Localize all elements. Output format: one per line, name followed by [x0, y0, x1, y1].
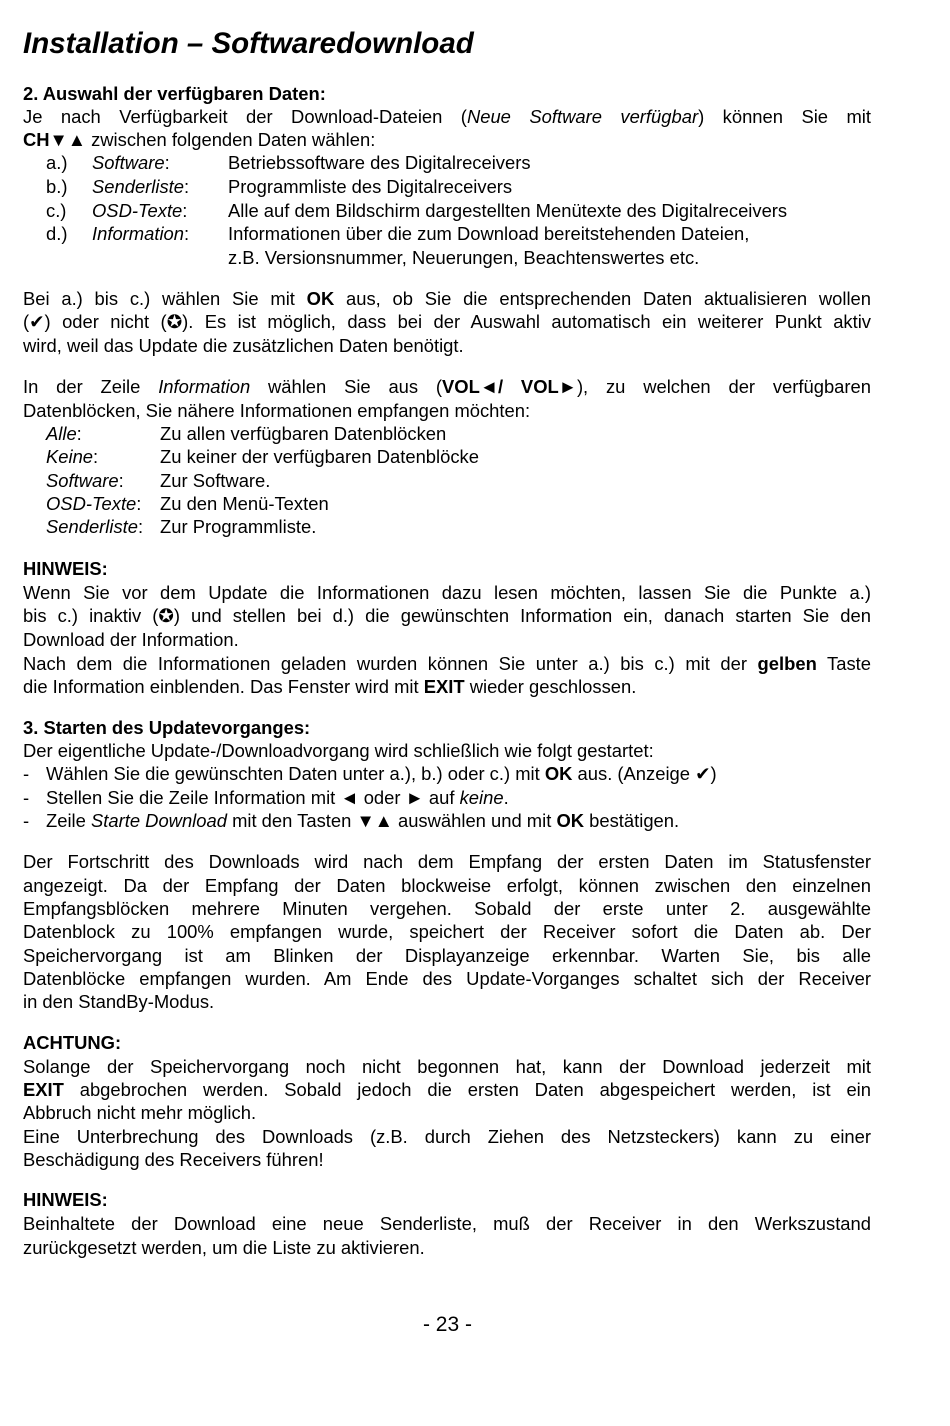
- info-option-term: Alle:: [46, 423, 82, 444]
- list-item-letter: c.): [46, 200, 67, 221]
- star-icon: ✪: [158, 605, 174, 626]
- list-item-desc: Betriebssoftware des Digitalreceivers: [228, 152, 531, 173]
- section-3-heading: 3. Starten des Updatevorganges:: [23, 717, 311, 738]
- achtung-line-5: Beschädigung des Receivers führen!: [23, 1149, 324, 1170]
- achtung-heading: ACHTUNG:: [23, 1032, 122, 1053]
- page-number: - 23 -: [422, 1313, 472, 1336]
- achtung-line-3: Abbruch nicht mehr möglich.: [23, 1102, 257, 1123]
- paragraph-selection-line-2: (✔) oder nicht (✪). Es ist möglich, dass bei der Auswahl automatisch ein weiterer Punkt aktiv: [23, 311, 872, 332]
- paragraph-information-line-2: Datenblöcken, Sie nähere Informationen empfangen möchten:: [23, 400, 531, 421]
- info-option-term: Software:: [46, 470, 124, 491]
- section-3-intro: Der eigentliche Update-/Downloadvorgang wird schließlich wie folgt gestartet:: [23, 740, 654, 761]
- list-item-term: Software:: [92, 152, 170, 173]
- hinweis-line-4: Nach dem die Informationen geladen wurden können Sie unter a.) bis c.) mit der gelben Taste: [23, 653, 872, 674]
- info-option-desc: Zu allen verfügbaren Datenblöcken: [160, 423, 447, 444]
- info-option-desc: Zu keiner der verfügbaren Datenblöcke: [160, 446, 479, 467]
- section-2-heading: 2. Auswahl der verfügbaren Daten:: [23, 83, 326, 104]
- list-item-desc: Programmliste des Digitalreceivers: [228, 176, 513, 197]
- hinweis-line-2: bis c.) inaktiv (✪) und stellen bei d.) die gewünschten Information ein, danach starten Sie den: [23, 605, 871, 626]
- info-option-term: Keine:: [46, 446, 99, 467]
- progress-paragraph-line: Empfangsblöcken mehrere Minuten vergehen. Sobald der erste unter 2. ausgewählte: [23, 898, 871, 919]
- list-item-term: Senderliste:: [92, 176, 190, 197]
- star-icon: ✪: [166, 311, 183, 332]
- list-item-desc: Informationen über die zum Download bereitstehenden Dateien,: [228, 223, 750, 244]
- hinweis-heading: HINWEIS:: [23, 558, 108, 579]
- step-2: Stellen Sie die Zeile Information mit ◄ oder ► auf keine.: [46, 787, 509, 808]
- info-option-desc: Zur Programmliste.: [160, 516, 317, 537]
- paragraph-selection-line-3: wird, weil das Update die zusätzlichen Daten benötigt.: [23, 335, 464, 356]
- hinweis-line-3: Download der Information.: [23, 629, 239, 650]
- list-item-letter: a.): [46, 152, 68, 173]
- achtung-line-4: Eine Unterbrechung des Downloads (z.B. durch Ziehen des Netzsteckers) kann zu einer: [23, 1126, 871, 1147]
- list-item-desc-continuation: z.B. Versionsnummer, Neuerungen, Beachtenswertes etc.: [228, 247, 700, 268]
- achtung-line-1: Solange der Speichervorgang noch nicht begonnen hat, kann der Download jederzeit mit: [23, 1056, 871, 1077]
- achtung-line-2: EXIT abgebrochen werden. Sobald jedoch die ersten Daten abgespeichert werden, ist ein: [23, 1079, 871, 1100]
- bullet-dash: -: [23, 763, 30, 784]
- progress-paragraph-line: Der Fortschritt des Downloads wird nach dem Empfang der ersten Daten im Statusfenster: [23, 851, 871, 872]
- bullet-dash: -: [23, 810, 30, 831]
- progress-paragraph-line: Speichervorgang ist am Blinken der Displayanzeige erkennbar. Warten Sie, bis alle: [23, 945, 871, 966]
- paragraph-selection-line-1: Bei a.) bis c.) wählen Sie mit OK aus, ob Sie die entsprechenden Daten aktualisieren wollen: [23, 288, 871, 309]
- list-item-term: OSD-Texte:: [92, 200, 188, 221]
- progress-paragraph-line: Datenblöcke empfangen wurden. Am Ende des Update-Vorganges schaltet sich der Receiver: [23, 968, 871, 989]
- check-icon: ✔: [29, 311, 45, 332]
- hinweis-line-1: Wenn Sie vor dem Update die Informationen dazu lesen möchten, lassen Sie die Punkte a.): [23, 582, 871, 603]
- progress-paragraph-line: in den StandBy-Modus.: [23, 991, 215, 1012]
- hinweis-line-5: die Information einblenden. Das Fenster wird mit EXIT wieder geschlossen.: [23, 676, 637, 697]
- info-option-term: OSD-Texte:: [46, 493, 142, 514]
- hinweis-2-line-1: Beinhaltete der Download eine neue Senderliste, muß der Receiver in den Werkszustand: [23, 1213, 871, 1234]
- step-3: Zeile Starte Download mit den Tasten ▼▲ auswählen und mit OK bestätigen.: [46, 810, 680, 831]
- hinweis-heading: HINWEIS:: [23, 1189, 108, 1210]
- progress-paragraph-line: Datenblock zu 100% empfangen wurde, speichert der Receiver sofort die Daten ab. Der: [23, 921, 871, 942]
- list-item-term: Information:: [92, 223, 190, 244]
- paragraph-information-line-1: In der Zeile Information wählen Sie aus (VOL◄/ VOL►), zu welchen der verfügbaren: [23, 376, 871, 397]
- section-2-intro-line-1: Je nach Verfügbarkeit der Download-Dateien (Neue Software verfügbar) können Sie mit: [23, 106, 871, 127]
- progress-paragraph-line: angezeigt. Da der Empfang der Daten blockweise erfolgt, können zwischen den einzelnen: [23, 875, 871, 896]
- list-item-letter: b.): [46, 176, 68, 197]
- info-option-term: Senderliste:: [46, 516, 144, 537]
- check-icon: ✔: [695, 763, 711, 784]
- list-item-letter: d.): [46, 223, 68, 244]
- info-option-desc: Zu den Menü-Texten: [160, 493, 329, 514]
- info-option-desc: Zur Software.: [160, 470, 271, 491]
- page-title: Installation – Softwaredownload: [23, 27, 474, 60]
- list-item-desc: Alle auf dem Bildschirm dargestellten Menütexte des Digitalreceivers: [228, 200, 788, 221]
- step-1: Wählen Sie die gewünschten Daten unter a.), b.) oder c.) mit OK aus. (Anzeige ✔): [46, 763, 717, 784]
- hinweis-2-line-2: zurückgesetzt werden, um die Liste zu aktivieren.: [23, 1237, 425, 1258]
- section-2-intro-line-2: CH▼▲ zwischen folgenden Daten wählen:: [23, 129, 376, 150]
- bullet-dash: -: [23, 787, 30, 808]
